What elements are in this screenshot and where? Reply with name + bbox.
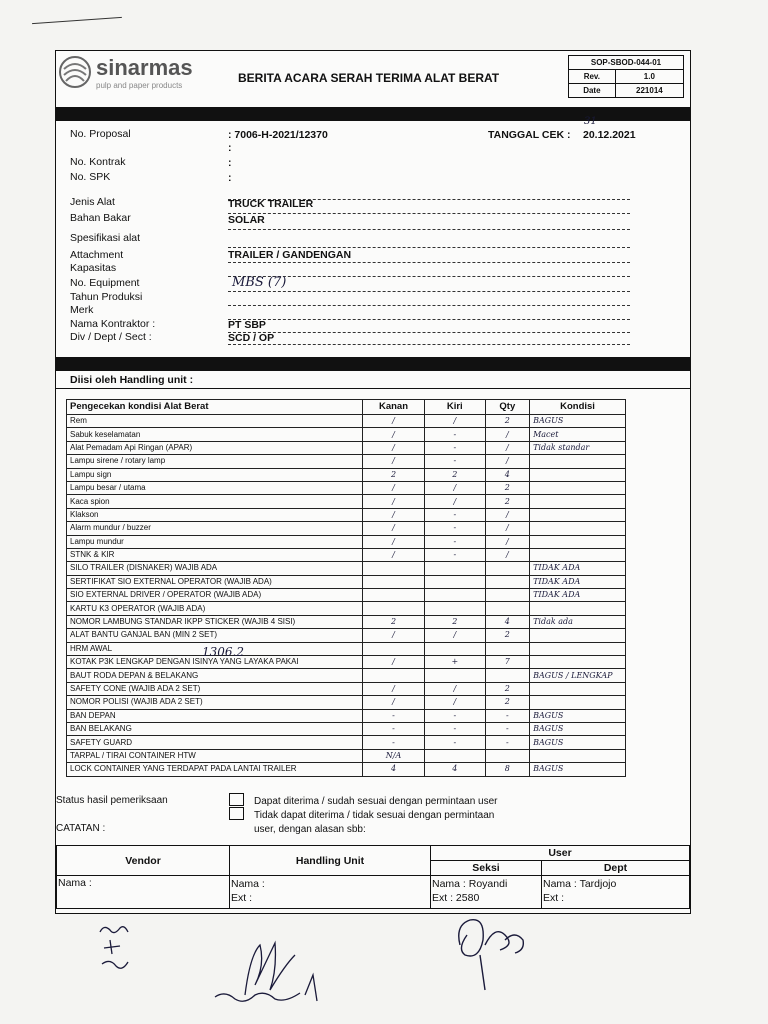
kanan-mark [363,602,425,615]
item-name: SERTIFIKAT SIO EXTERNAL OPERATOR (WAJIB ADA) [67,575,363,588]
reject-option-line2: user, dengan alasan sbb: [254,824,366,835]
signature-seksi [445,905,535,995]
sinarmas-logo-icon [58,55,94,89]
item-name: Kaca spion [67,495,363,508]
item-name: Lampu sign [67,468,363,481]
doc-control-box [568,55,684,98]
logo-tagline: pulp and paper products [96,81,183,90]
bahan-label: Bahan Bakar [70,212,131,224]
accept-checkbox[interactable] [229,793,244,806]
dept-header: Dept [542,861,690,876]
qty-mark [485,749,529,762]
table-row [67,522,626,535]
table-row [67,468,626,481]
kanan-mark [363,575,425,588]
item-name: BAN BELAKANG [67,722,363,735]
proposal-label: No. Proposal [70,128,131,140]
qty-mark: - [485,709,529,722]
table-row [67,602,626,615]
jenis-line [228,199,630,200]
rev-value: 1.0 [615,70,683,84]
kanan-mark [363,562,425,575]
kontrak-colon: : [228,157,232,169]
kanan-mark [363,669,425,682]
info-divider [56,357,690,371]
kondisi-note [530,749,626,762]
div-label: Div / Dept / Sect : [70,331,152,343]
kanan-mark: / [363,548,425,561]
vendor-nama [57,876,230,909]
kondisi-note [530,508,626,521]
kondisi-note [530,696,626,709]
kiri-mark: / [424,696,485,709]
table-row [67,656,626,669]
tanggal-handwritten: 31 [584,116,597,127]
kondisi-note: TIDAK ADA [530,575,626,588]
form-sheet [55,50,691,914]
checklist-body [67,415,626,777]
doc-code: SOP-SBOD-044-01 [569,56,684,70]
qty-mark: 2 [485,682,529,695]
kondisi-note: BAGUS [530,415,626,428]
reject-option-line1: Tidak dapat diterima / tidak sesuai dengan permintaan [254,810,495,821]
tanggal-label: TANGGAL CEK : [488,129,571,141]
table-row [67,589,626,602]
kiri-mark: - [424,508,485,521]
kondisi-note [530,602,626,615]
qty-mark [485,575,529,588]
qty-mark: 7 [485,656,529,669]
kontrak-label: No. Kontrak [70,156,126,168]
spesifikasi-label: Spesifikasi alat [70,232,141,244]
kiri-mark: - [424,441,485,454]
kiri-mark: / [424,481,485,494]
item-name: Alarm mundur / buzzer [67,522,363,535]
qty-mark: 2 [485,696,529,709]
jenis-value: TRUCK TRAILER [228,198,314,210]
qty-mark: / [485,441,529,454]
item-name: TARPAL / TIRAI CONTAINER HTW [67,749,363,762]
seksi-nama [431,876,542,909]
proposal-value: : 7006-H-2021/12370 [228,129,328,141]
qty-mark: 2 [485,495,529,508]
jenis-line2 [228,213,630,214]
merk-line [228,319,630,320]
tahun-line [228,305,630,306]
spk-colon: : [228,172,232,184]
qty-mark: 8 [485,763,529,776]
kanan-mark: - [363,709,425,722]
table-row [67,709,626,722]
qty-mark: 2 [485,629,529,642]
kiri-mark: - [424,736,485,749]
date-label: Date [569,84,616,98]
kondisi-note: Macet [530,428,626,441]
rev-label: Rev. [569,70,616,84]
seksi-ext-value: Ext : 2580 [432,892,480,904]
qty-mark: / [485,535,529,548]
kiri-mark: / [424,495,485,508]
div-value: SCD / OP [228,332,275,344]
kanan-mark: / [363,696,425,709]
status-label: Status hasil pemeriksaan [56,795,168,806]
section-rule [56,388,690,389]
kanan-mark: / [363,656,425,669]
kiri-mark [424,562,485,575]
kondisi-note [530,522,626,535]
kiri-mark: - [424,428,485,441]
item-name: SIO EXTERNAL DRIVER / OPERATOR (WAJIB ADA) [67,589,363,602]
signature-handling [205,935,335,1015]
kiri-mark [424,642,485,655]
kondisi-note: BAGUS [530,722,626,735]
qty-mark: / [485,508,529,521]
hrm-handwritten: 1306.2 [202,645,244,659]
kiri-mark: - [424,722,485,735]
kiri-mark [424,669,485,682]
kanan-mark: - [363,722,425,735]
kondisi-note: BAGUS [530,736,626,749]
kondisi-note [530,495,626,508]
attachment-line [228,262,630,263]
qty-mark: - [485,736,529,749]
item-name: LOCK CONTAINER YANG TERDAPAT PADA LANTAI TRAILER [67,763,363,776]
seksi-nama-value: Nama : Royandi [432,878,508,890]
table-row [67,749,626,762]
kanan-mark: / [363,481,425,494]
item-name: NOMOR LAMBUNG STANDAR IKPP STICKER (WAJIB 4 SISI) [67,615,363,628]
kiri-mark: 2 [424,468,485,481]
equipment-label: No. Equipment [70,277,140,289]
signoff-table [56,845,690,909]
kanan-mark: 2 [363,615,425,628]
kiri-mark: 2 [424,615,485,628]
item-name: Rem [67,415,363,428]
kanan-mark: / [363,495,425,508]
kondisi-note [530,656,626,669]
qty-mark: 4 [485,468,529,481]
handling-header: Handling Unit [230,846,431,876]
table-row [67,481,626,494]
kanan-mark: / [363,428,425,441]
kanan-mark: / [363,441,425,454]
kondisi-note [530,481,626,494]
item-name: KARTU K3 OPERATOR (WAJIB ADA) [67,602,363,615]
table-row [67,441,626,454]
table-row [67,736,626,749]
table-row [67,642,626,655]
kondisi-note [530,548,626,561]
table-row [67,629,626,642]
bahan-line [228,229,630,230]
signature-left [90,920,140,980]
handling-nama [230,876,431,909]
qty-mark [485,669,529,682]
item-name: Alat Pemadam Api Ringan (APAR) [67,441,363,454]
kondisi-note [530,455,626,468]
kondisi-note: BAGUS [530,709,626,722]
kiri-mark: - [424,535,485,548]
item-name: NOMOR POLISI (WAJIB ADA 2 SET) [67,696,363,709]
kanan-mark: 4 [363,763,425,776]
vendor-nama-label: Nama : [58,877,92,889]
kiri-mark: - [424,548,485,561]
qty-mark: 4 [485,615,529,628]
kondisi-note: Tidak standar [530,441,626,454]
kiri-mark: + [424,656,485,669]
dept-nama-value: Nama : Tardjojo [543,878,617,890]
col-qty: Qty [485,400,529,415]
attachment-label: Attachment [70,249,124,261]
qty-mark [485,562,529,575]
kontraktor-line [228,332,630,333]
table-row [67,508,626,521]
equipment-handwritten: MBS (7) [232,275,287,290]
kiri-mark: 4 [424,763,485,776]
kanan-mark: - [363,736,425,749]
kiri-mark: - [424,455,485,468]
kiri-mark [424,602,485,615]
kiri-mark: - [424,709,485,722]
table-row [67,535,626,548]
item-name: Lampu mundur [67,535,363,548]
attachment-value: TRAILER / GANDENGAN [228,249,352,261]
qty-mark: / [485,522,529,535]
kanan-mark: / [363,522,425,535]
col-kanan: Kanan [363,400,425,415]
date-value: 221014 [615,84,683,98]
qty-mark [485,602,529,615]
kontraktor-label: Nama Kontraktor : [70,318,156,330]
table-row [67,682,626,695]
checklist-table [66,399,626,777]
item-name: SAFETY CONE (WAJIB ADA 2 SET) [67,682,363,695]
item-name: ALAT BANTU GANJAL BAN (MIN 2 SET) [67,629,363,642]
item-name: Lampu besar / utama [67,481,363,494]
kanan-mark: 2 [363,468,425,481]
table-row [67,562,626,575]
table-row [67,548,626,561]
kondisi-note [530,629,626,642]
kanan-mark [363,642,425,655]
kiri-mark: / [424,415,485,428]
kondisi-note [530,468,626,481]
proposal-colon2: : [228,142,232,154]
merk-label: Merk [70,304,94,316]
col-pengecekan: Pengecekan kondisi Alat Berat [67,400,363,415]
table-row [67,722,626,735]
kontraktor-value: PT SBP [228,319,266,331]
kanan-mark: / [363,508,425,521]
dept-ext-value: Ext : [543,892,565,904]
tanggal-value: 20.12.2021 [583,129,636,141]
checklist-header [67,400,626,415]
catatan-label: CATATAN : [56,823,106,834]
item-name: SILO TRAILER (DISNAKER) WAJIB ADA [67,562,363,575]
vendor-header: Vendor [57,846,230,876]
reject-checkbox[interactable] [229,807,244,820]
kondisi-note: BAGUS / LENGKAP [530,669,626,682]
kapasitas-line [228,276,630,277]
kondisi-note [530,535,626,548]
table-row [67,495,626,508]
page-title: BERITA ACARA SERAH TERIMA ALAT BERAT [238,71,500,85]
kanan-mark: / [363,415,425,428]
table-row [67,415,626,428]
kiri-mark [424,589,485,602]
qty-mark: - [485,722,529,735]
kondisi-note [530,682,626,695]
kondisi-note: Tidak ada [530,615,626,628]
col-kondisi: Kondisi [530,400,626,415]
dept-nama [542,876,690,909]
kiri-mark [424,749,485,762]
seksi-header: Seksi [431,861,542,876]
item-name: STNK & KIR [67,548,363,561]
kiri-mark: / [424,682,485,695]
div-line [228,344,630,345]
qty-mark: / [485,428,529,441]
equipment-line [228,291,630,292]
spk-label: No. SPK [70,171,111,183]
item-name: Klakson [67,508,363,521]
kiri-mark: / [424,629,485,642]
table-row [67,763,626,776]
kapasitas-label: Kapasitas [70,262,117,274]
item-name: HRM AWAL [67,642,363,655]
kanan-mark: / [363,455,425,468]
table-row [67,669,626,682]
table-row [67,615,626,628]
spesifikasi-line [228,247,630,248]
kondisi-note: TIDAK ADA [530,562,626,575]
table-row [67,575,626,588]
logo [58,53,208,93]
handling-section-label: Diisi oleh Handling unit : [70,374,194,386]
jenis-label: Jenis Alat [70,196,115,208]
qty-mark: / [485,455,529,468]
kanan-mark: N/A [363,749,425,762]
kanan-mark [363,589,425,602]
accept-option: Dapat diterima / sudah sesuai dengan permintaan user [254,796,498,807]
kondisi-note: TIDAK ADA [530,589,626,602]
kondisi-note: BAGUS [530,763,626,776]
qty-mark: 2 [485,415,529,428]
kanan-mark: / [363,629,425,642]
handling-nama-label: Nama : [231,878,265,890]
table-row [67,428,626,441]
qty-mark: 2 [485,481,529,494]
logo-name: sinarmas [96,55,193,80]
kondisi-note [530,642,626,655]
kanan-mark: / [363,682,425,695]
item-name: KOTAK P3K LENGKAP DENGAN ISINYA YANG LAYAKA PAKAI [67,656,363,669]
qty-mark: / [485,548,529,561]
item-name: Lampu sirene / rotary lamp [67,455,363,468]
qty-mark [485,642,529,655]
scan-mark [32,17,122,25]
tahun-label: Tahun Produksi [70,291,143,303]
col-kiri: Kiri [424,400,485,415]
item-name: SAFETY GUARD [67,736,363,749]
kiri-mark [424,575,485,588]
table-row [67,455,626,468]
kiri-mark: - [424,522,485,535]
bahan-value: SOLAR [228,214,265,226]
item-name: Sabuk keselamatan [67,428,363,441]
handling-ext-label: Ext : [231,892,253,904]
item-name: BAN DEPAN [67,709,363,722]
user-header: User [431,846,690,861]
item-name: BAUT RODA DEPAN & BELAKANG [67,669,363,682]
table-row [67,696,626,709]
qty-mark [485,589,529,602]
kanan-mark: / [363,535,425,548]
